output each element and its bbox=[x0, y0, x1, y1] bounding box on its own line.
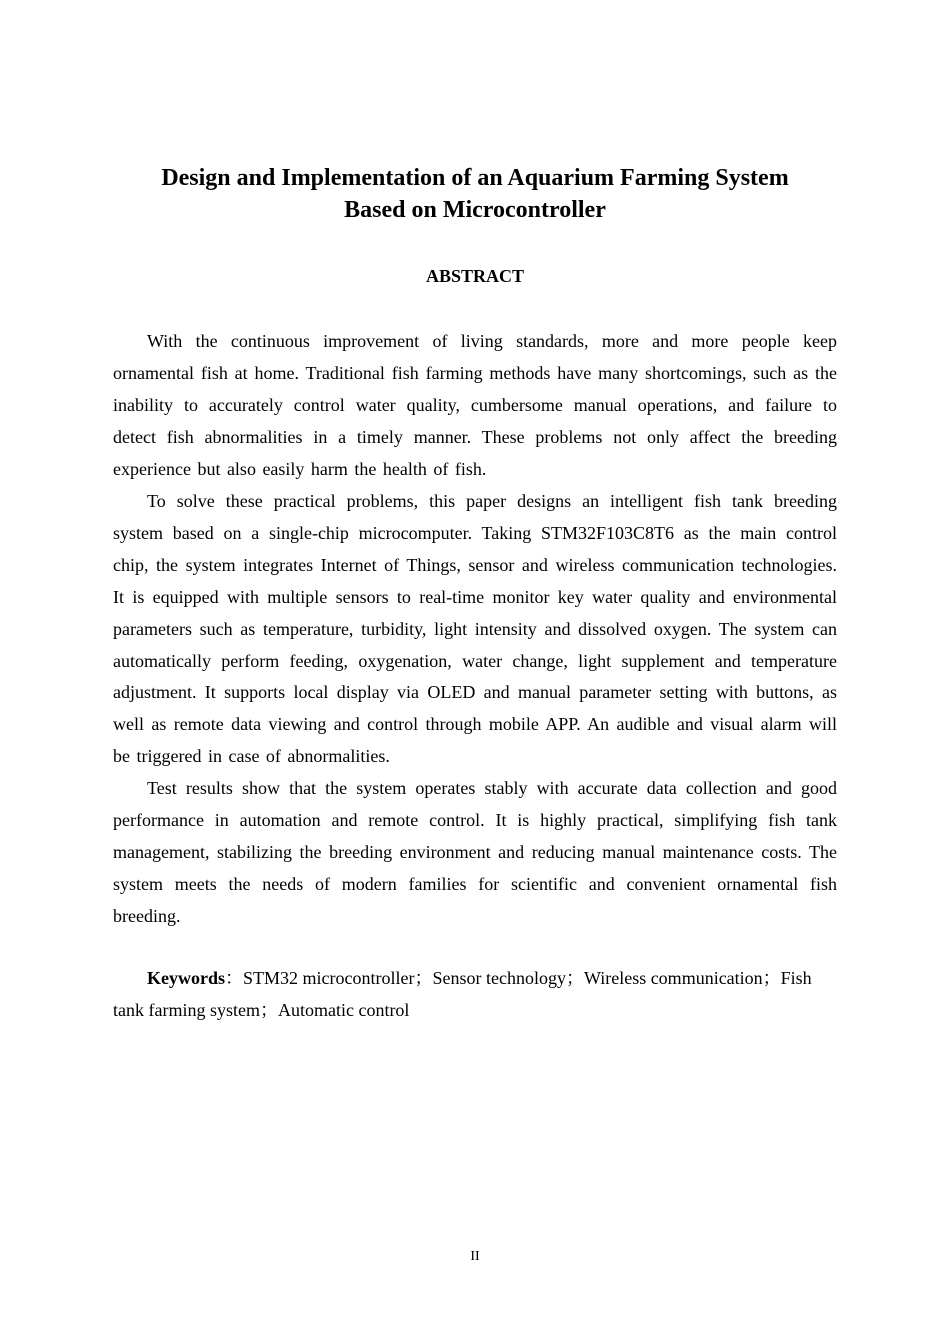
paper-title-line-1: Design and Implementation of an Aquarium Farming System bbox=[161, 165, 789, 191]
page-number: II bbox=[470, 1249, 480, 1264]
paper-title bbox=[100, 162, 850, 226]
paper-title-line-2: Based on Microcontroller bbox=[344, 197, 606, 223]
abstract-body bbox=[113, 326, 837, 1027]
abstract-paragraph-1: With the continuous improvement of living standards, more and more people keep ornamental fish at home. Traditional fish farming methods have many shortcomings, such as the inability to accurately control water quality, cumbersome manual operations, and failure to detect fish abnormalities in a timely manner. These problems not only affect the breeding experience but also easily harm the health of fish. bbox=[113, 331, 837, 479]
keywords-text: ：STM32 microcontroller；Sensor technology；Wireless communication；Fish tank farming system；Automatic control bbox=[113, 968, 812, 1021]
keywords-label: Keywords bbox=[147, 968, 225, 989]
abstract-paragraph-2: To solve these practical problems, this paper designs an intelligent fish tank breeding system based on a single-chip microcomputer. Taking STM32F103C8T6 as the main control chip, the system integrates Internet of Things, sensor and wireless communication technologies. It is equipped with multiple sensors to real-time monitor key water quality and environmental parameters such as temperature, turbidity, light intensity and dissolved oxygen. The system can automatically perform feeding, oxygenation, water change, light supplement and temperature adjustment. It supports local display via OLED and manual parameter setting with buttons, as well as remote data viewing and control through mobile APP. An audible and visual alarm will be triggered in case of abnormalities. bbox=[113, 490, 837, 767]
abstract-heading: ABSTRACT bbox=[425, 266, 525, 286]
abstract-paragraph-3: Test results show that the system operates stably with accurate data collection and good performance in automation and remote control. It is highly practical, simplifying fish tank management, stabilizing the breeding environment and reducing manual maintenance costs. The system meets the needs of modern families for scientific and convenient ornamental fish breeding. bbox=[113, 778, 837, 927]
keywords-line bbox=[113, 963, 837, 1027]
